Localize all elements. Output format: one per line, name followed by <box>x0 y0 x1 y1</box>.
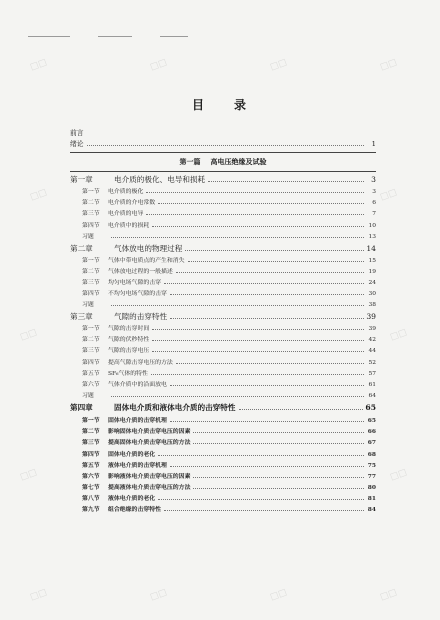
header-rule <box>28 36 70 37</box>
part-heading <box>70 155 376 169</box>
toc-entry <box>70 128 376 139</box>
entry-label <box>70 402 236 415</box>
toc-entry <box>70 335 376 346</box>
toc-entry <box>70 289 376 300</box>
entry-number: 第九节 <box>82 506 100 514</box>
entry-number: 第六节 <box>82 472 100 480</box>
entry-number: 第三节 <box>82 439 100 447</box>
dot-leader <box>239 409 364 410</box>
entry-label <box>82 391 108 402</box>
entry-number: 习题 <box>82 233 94 240</box>
entry-title: 液体电介质的老化 <box>108 495 156 503</box>
entry-number: 第一节 <box>82 416 100 424</box>
entry-label <box>70 139 84 150</box>
watermark-mark: □□ <box>148 587 169 603</box>
entry-title: 固体电介质和液体电介质的击穿特性 <box>114 403 236 413</box>
entry-page: 84 <box>367 506 376 514</box>
entry-label <box>82 482 190 493</box>
entry-label <box>70 311 167 324</box>
dot-leader <box>164 283 364 284</box>
entry-number: 第一节 <box>82 188 100 195</box>
watermark-mark: □□ <box>268 587 289 603</box>
dot-leader <box>193 477 364 478</box>
entry-label <box>82 493 155 504</box>
part-number: 第一篇 <box>179 158 201 167</box>
dot-leader <box>111 237 364 238</box>
dot-leader <box>151 374 364 375</box>
entry-number: 第五节 <box>82 461 100 469</box>
dot-leader <box>193 488 364 489</box>
entry-title: 气隙的击穿特性 <box>114 312 168 322</box>
entry-page: 65 <box>365 403 376 413</box>
entry-number: 第一章 <box>70 175 93 185</box>
entry-page: 6 <box>372 200 376 207</box>
toc-entry <box>70 471 376 482</box>
entry-title: 电介质的介电常数 <box>108 200 156 207</box>
entry-label <box>82 471 190 482</box>
entry-title: 电介质的极化、电导和损耗 <box>114 175 206 185</box>
entry-number: 第二节 <box>82 200 100 207</box>
entry-label <box>82 369 148 380</box>
watermark-mark: □□ <box>28 187 49 203</box>
entry-number: 第四章 <box>70 403 93 413</box>
watermark-mark: □□ <box>388 467 409 483</box>
toc-entry <box>70 243 376 256</box>
toc-entry <box>70 369 376 380</box>
entry-page: 57 <box>368 370 376 377</box>
dot-leader <box>176 272 364 273</box>
entry-page: 44 <box>368 348 376 355</box>
entry-label <box>82 209 143 220</box>
entry-number: 第二章 <box>70 243 93 253</box>
toc-entry <box>70 346 376 357</box>
entry-page: 30 <box>368 291 376 298</box>
entry-label <box>82 300 108 311</box>
entry-label <box>82 198 155 209</box>
toc-entry <box>70 209 376 220</box>
entry-title: 气隙的伏秒特性 <box>108 337 150 344</box>
entry-number: 习题 <box>82 302 94 309</box>
toc-entry <box>70 391 376 402</box>
entry-page: 3 <box>372 188 376 195</box>
entry-page: 1 <box>371 140 376 149</box>
entry-title: 电介质中的损耗 <box>108 222 150 229</box>
entry-title: 气隙的击穿时间 <box>108 326 150 333</box>
entry-page: 10 <box>368 222 376 229</box>
entry-number: 第三章 <box>70 312 93 322</box>
entry-label <box>82 415 167 426</box>
entry-page: 68 <box>367 450 376 458</box>
dot-leader <box>164 510 364 511</box>
entry-label <box>82 346 149 357</box>
entry-page: 81 <box>367 495 376 503</box>
entry-title: 气体放电的物理过程 <box>114 243 183 253</box>
toc-entry <box>70 139 376 150</box>
toc-entry <box>70 493 376 504</box>
entry-title: 前言 <box>70 129 84 137</box>
dot-leader <box>185 250 364 251</box>
toc-entry <box>70 380 376 391</box>
entry-title: 影响固体电介质击穿电压的因素 <box>108 428 191 436</box>
entry-title: 组合绝缘的击穿特性 <box>108 506 162 514</box>
dot-leader <box>111 396 364 397</box>
title-char: 录 <box>234 98 249 112</box>
entry-number: 第七节 <box>82 484 100 492</box>
entry-page: 52 <box>368 359 376 366</box>
toc-entry <box>70 426 376 437</box>
entry-label <box>70 243 182 256</box>
entry-number: 第八节 <box>82 495 100 503</box>
toc-entry <box>70 482 376 493</box>
entry-label <box>70 128 84 139</box>
entry-page: 15 <box>368 257 376 264</box>
entry-title: 均匀电场气隙的击穿 <box>108 279 162 286</box>
entry-label <box>82 437 190 448</box>
section-rule <box>70 171 376 173</box>
dot-leader <box>87 145 364 146</box>
toc-entry <box>70 187 376 198</box>
title-char: 目 <box>191 98 206 112</box>
dot-leader <box>158 455 364 456</box>
toc-entry <box>70 198 376 209</box>
entry-number: 第四节 <box>82 359 100 366</box>
section-rule <box>70 152 376 154</box>
entry-page: 67 <box>367 439 376 447</box>
entry-number: 第一节 <box>82 326 100 333</box>
entry-title: 绪论 <box>70 140 84 149</box>
entry-page: 14 <box>366 243 376 253</box>
page-title <box>0 96 440 113</box>
entry-number: 第六节 <box>82 381 100 388</box>
dot-leader <box>193 443 364 444</box>
dot-leader <box>170 466 364 467</box>
entry-label <box>82 289 167 300</box>
entry-number: 第四节 <box>82 450 100 458</box>
toc-entry <box>70 256 376 267</box>
entry-page: 77 <box>367 472 376 480</box>
header-rule <box>98 36 132 37</box>
toc-entry <box>70 358 376 369</box>
toc-entry <box>70 449 376 460</box>
entry-number: 第四节 <box>82 291 100 298</box>
entry-label <box>82 426 190 437</box>
dot-leader <box>146 192 364 193</box>
watermark-mark: □□ <box>388 327 409 343</box>
toc-entry <box>70 415 376 426</box>
toc-entry <box>70 174 376 187</box>
toc-entry <box>70 311 376 324</box>
toc-entry <box>70 460 376 471</box>
entry-label <box>82 187 143 198</box>
watermark-mark: □□ <box>268 57 289 73</box>
entry-label <box>82 324 149 335</box>
entry-page: 80 <box>367 484 376 492</box>
dot-leader <box>208 181 364 182</box>
entry-page: 3 <box>371 175 376 185</box>
entry-title: 气体介质中的沿面放电 <box>108 381 167 388</box>
entry-title: 不均匀电场气隙的击穿 <box>108 291 167 298</box>
entry-page: 65 <box>367 416 376 424</box>
entry-title: 提高固体电介质击穿电压的方法 <box>108 439 191 447</box>
entry-label <box>82 504 161 515</box>
entry-label <box>82 335 149 346</box>
entry-title: 固体电介质的击穿机理 <box>108 416 167 424</box>
entry-page: 42 <box>368 337 376 344</box>
watermark-mark: □□ <box>378 187 399 203</box>
entry-number: 第三节 <box>82 348 100 355</box>
entry-page: 39 <box>368 326 376 333</box>
dot-leader <box>193 432 364 433</box>
dot-leader <box>170 318 364 319</box>
entry-label <box>82 358 173 369</box>
entry-page: 64 <box>368 393 376 400</box>
entry-page: 66 <box>367 428 376 436</box>
dot-leader <box>170 385 364 386</box>
entry-number: 习题 <box>82 393 94 400</box>
entry-title: 提高液体电介质击穿电压的方法 <box>108 484 191 492</box>
dot-leader <box>188 261 364 262</box>
entry-title: 液体电介质的击穿机理 <box>108 461 167 469</box>
entry-number: 第一节 <box>82 257 100 264</box>
toc-entry <box>70 267 376 278</box>
entry-label <box>82 380 167 391</box>
entry-title: 电介质的电导 <box>108 211 144 218</box>
entry-title: 提高气隙击穿电压的方法 <box>108 359 173 366</box>
toc-entry <box>70 232 376 243</box>
watermark-mark: □□ <box>28 587 49 603</box>
watermark-mark: □□ <box>28 57 49 73</box>
dot-leader <box>152 226 364 227</box>
entry-number: 第三节 <box>82 211 100 218</box>
dot-leader <box>152 351 364 352</box>
toc-entry <box>70 278 376 289</box>
entry-page: 24 <box>368 279 376 286</box>
entry-page: 61 <box>368 381 376 388</box>
entry-page: 19 <box>368 268 376 275</box>
entry-page: 13 <box>368 233 376 240</box>
entry-page: 39 <box>366 312 376 322</box>
entry-title: 影响液体电介质击穿电压的因素 <box>108 472 191 480</box>
toc-entry <box>70 402 376 415</box>
watermark-mark: □□ <box>18 467 39 483</box>
dot-leader <box>152 329 364 330</box>
entry-title: SF₆气体的特性 <box>108 370 148 377</box>
dot-leader <box>170 294 364 295</box>
entry-label <box>82 449 155 460</box>
watermark-mark: □□ <box>18 327 39 343</box>
entry-page: 7 <box>372 211 376 218</box>
entry-number: 第三节 <box>82 279 100 286</box>
part-title: 高电压绝缘及试验 <box>210 158 267 167</box>
entry-number: 第四节 <box>82 222 100 229</box>
dot-leader <box>170 421 364 422</box>
toc-entry <box>70 324 376 335</box>
toc-entry <box>70 437 376 448</box>
entry-page: 75 <box>367 461 376 469</box>
watermark-mark: □□ <box>378 587 399 603</box>
toc-entry <box>70 504 376 515</box>
entry-page: 38 <box>368 302 376 309</box>
entry-label <box>82 232 108 243</box>
watermark-mark: □□ <box>378 57 399 73</box>
dot-leader <box>152 340 364 341</box>
toc-entry <box>70 221 376 232</box>
header-rule <box>160 36 188 37</box>
entry-title: 电介质的极化 <box>108 188 144 195</box>
entry-label <box>82 460 167 471</box>
dot-leader <box>176 363 364 364</box>
dot-leader <box>158 203 364 204</box>
entry-number: 第二节 <box>82 428 100 436</box>
dot-leader <box>111 305 364 306</box>
table-of-contents <box>70 128 376 516</box>
toc-entry <box>70 300 376 311</box>
watermark-mark: □□ <box>148 57 169 73</box>
entry-number: 第二节 <box>82 268 100 275</box>
entry-label <box>82 278 161 289</box>
dot-leader <box>158 499 364 500</box>
entry-label <box>82 256 185 267</box>
entry-number: 第二节 <box>82 337 100 344</box>
entry-title: 固体电介质的老化 <box>108 450 156 458</box>
entry-title: 气体中带电质点的产生和消失 <box>108 257 185 264</box>
dot-leader <box>146 214 364 215</box>
entry-label <box>70 174 205 187</box>
entry-label <box>82 221 149 232</box>
entry-title: 气体放电过程的一般描述 <box>108 268 173 275</box>
entry-label <box>82 267 173 278</box>
entry-number: 第五节 <box>82 370 100 377</box>
entry-title: 气隙的击穿电压 <box>108 348 150 355</box>
